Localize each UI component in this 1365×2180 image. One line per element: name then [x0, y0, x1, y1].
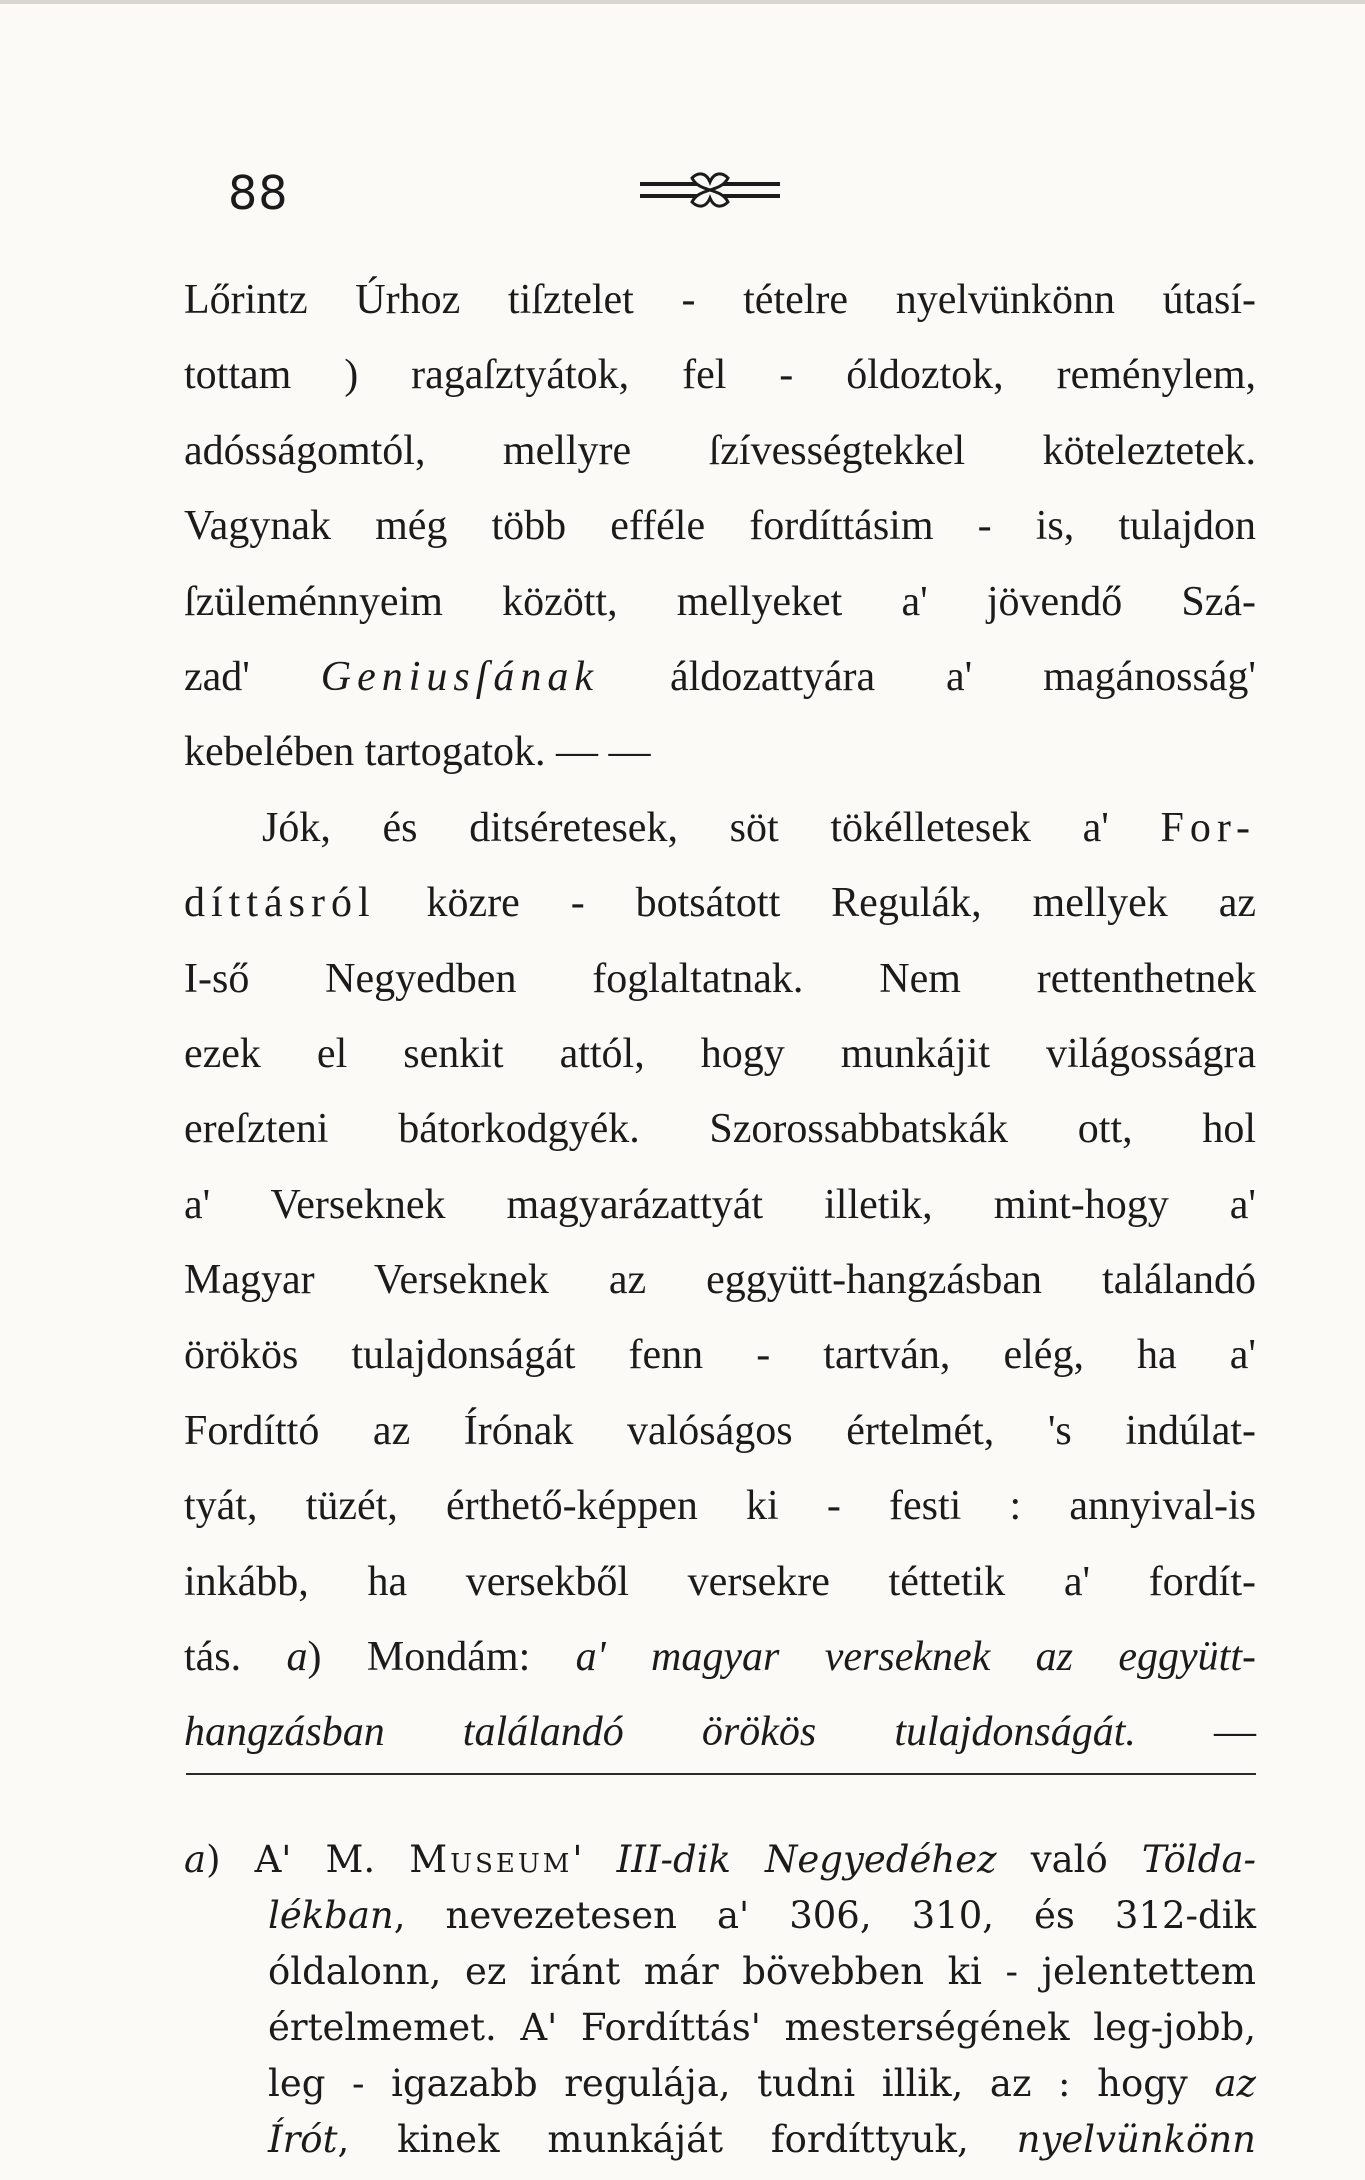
footnote-divider: [186, 1773, 1256, 1775]
text-line: tás. a) Mondám: a' magyar verseknek az eggyütt-: [184, 1634, 1256, 1681]
text-line: tyát, tüzét, érthető-képpen ki - festi : annyival-is: [184, 1483, 1256, 1530]
text-line: a' Verseknek magyarázattyát illetik, mint-hogy a': [184, 1181, 1256, 1228]
footnote-line: leg - igazabb regulája, tudni illik, az : hogy az: [268, 2062, 1256, 2105]
footnote-marker: a: [286, 1634, 308, 1681]
footnote-marker: a: [184, 1838, 207, 1881]
page-number: 88: [228, 166, 289, 220]
text-line: Magyar Verseknek az eggyütt-hangzásban találandó: [184, 1257, 1256, 1304]
italic-genius-word: Geniusſának: [320, 653, 600, 700]
footnote-line: óldalonn, ez iránt már bövebben ki - jelentettem: [268, 1950, 1256, 1993]
text-line: ſzüleménnyeim között, mellyeket a' jövendő Szá-: [184, 578, 1256, 625]
italic-quotation: a' magyar verseknek az eggyütt-: [575, 1634, 1256, 1681]
text-line: I-ső Negyedben foglaltatnak. Nem rettenthetnek: [184, 955, 1256, 1002]
text-line: örökös tulajdonságát fenn - tartván, elég, ha a': [184, 1332, 1256, 1379]
text-line: tottam ) ragaſztyátok, fel - óldoztok, reménylem,: [184, 352, 1256, 399]
text-line: ezek el senkit attól, hogy munkájit világosságra: [184, 1030, 1256, 1077]
paragraph-start-line: Jók, és ditséretesek, söt tökélletesek a' For-: [262, 804, 1256, 851]
footnote-line: lékban, nevezetesen a' 306, 310, és 312-dik: [268, 1894, 1256, 1937]
text-line: Lőrintz Úrhoz tiſztelet - tételre nyelvünkönn útasí-: [184, 277, 1256, 323]
text-line: adósságomtól, mellyre ſzívességtekkel köteleztetek.: [184, 427, 1256, 474]
footnote-line: a) A' M. Museum' III-dik Negyedéhez való Tölda-: [184, 1838, 1257, 1881]
text-line: díttásról közre - botsátott Regulák, mellyek az: [184, 880, 1256, 927]
header-ornament-icon: [640, 172, 780, 208]
text-line: Fordíttó az Írónak valóságos értelmét, 's indúlat-: [184, 1407, 1256, 1454]
text-line: Vagynak még több efféle fordíttásim - is, tulajdon: [184, 503, 1256, 550]
footnote: [184, 1832, 1256, 2168]
text-line: ereſzteni bátorkodgyék. Szorossabbatskák ott, hol: [184, 1106, 1256, 1153]
footnote-line: értelmemet. A' Fordíttás' mesterségének leg-jobb,: [268, 2006, 1256, 2049]
text-line: inkább, ha versekből versekre téttetik a' fordít-: [184, 1558, 1256, 1605]
text-line: kebelében tartogatok. — —: [184, 729, 651, 776]
text-line: zad' Geniusſának áldozattyára a' magánosság': [184, 653, 1256, 700]
text-line: hangzásban találandó örökös tulajdonságát. —: [184, 1709, 1256, 1756]
spaced-word: díttásról: [184, 880, 376, 927]
page-top-edge: [0, 0, 1365, 4]
italic-quotation: hangzásban találandó örökös tulajdonságát.: [184, 1709, 1136, 1756]
main-text: [184, 263, 1256, 1771]
footnote-line: Írót, kinek munkáját fordíttyuk, nyelvünkönn: [268, 2118, 1256, 2161]
